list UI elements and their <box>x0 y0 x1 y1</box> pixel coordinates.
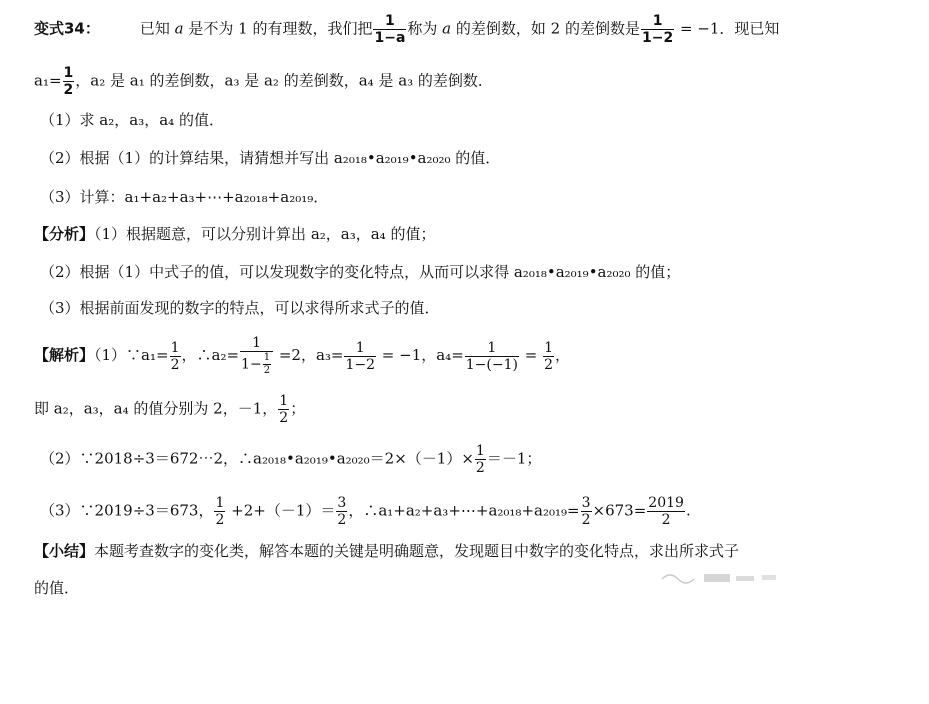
problem-line-2: a₁= $\frac{1}{2}$ ，a₂ 是 a₁ 的差倒数，a₃ 是 a₂ 的差倒数，a₄ 是 a₃ 的差倒数． <box>34 65 493 98</box>
solution-label: 【解析】 <box>34 346 95 364</box>
question-3: （3）计算：a₁+a₂+a₃+⋯+a₂₀₁₈+a₂₀₁₉． <box>40 188 329 206</box>
a3-fraction: $\frac{1}{1-2}$ <box>345 339 376 373</box>
question-2: （2）根据（1）的计算结果，请猜想并写出 a₂₀₁₈•a₂₀₁₉•a₂₀₂₀ 的值． <box>40 149 501 167</box>
analysis-line-2: （2）根据（1）中式子的值，可以发现数字的变化特点，从而可以求得 a₂₀₁₈•a₂₀₁₉•a₂₀₂₀ 的值； <box>40 263 681 281</box>
analysis-line-3: （3）根据前面发现的数字的特点，可以求得所求式子的值． <box>40 299 440 317</box>
summary-line-2: 的值． <box>34 579 80 597</box>
summary-label: 【小结】 <box>34 542 95 560</box>
analysis-label: 【分析】 <box>34 225 95 243</box>
analysis-line-1: 【分析】（1）根据题意，可以分别计算出 a₂，a₃，a₄ 的值； <box>34 225 436 243</box>
summary-line-1: 【小结】本题考查数字的变化类，解答本题的关键是明确题意，发现题目中数字的变化特点，求出所求式子 <box>34 542 740 560</box>
solution-line-2: （2）∵2018÷3＝672⋯2，∴a₂₀₁₈•a₂₀₁₉•a₂₀₂₀＝2×（－1）× $\frac{1}{2}$ ＝－1； <box>40 443 542 476</box>
solution-line-1b: 即 a₂，a₃，a₄ 的值分别为 2，－1， $\frac{1}{2}$ ； <box>34 393 306 426</box>
watermark-smudge <box>658 567 788 589</box>
half-fraction: $\frac{1}{2}$ <box>63 65 74 98</box>
problem-line-1: 变式34： 已知 a 是不为 1 的有理数，我们把 $\frac{1}{1-a}$ 称为 a 的差倒数，如 2 的差倒数是 $\frac{1}{1-2}$ = −1．现已知 <box>34 13 780 46</box>
difference-reciprocal-fraction: $\frac{1}{1-a}$ <box>374 13 406 46</box>
solution-line-3: （3）∵2019÷3＝673， $\frac{1}{2}$ +2+（－1）＝ $\frac{3}{2}$ ，∴a₁+a₂+a₃+⋯+a₂₀₁₈+a₂₀₁₉= $\frac{3}{2}$ ×673= $\frac{2019}{2}$ . <box>40 495 691 528</box>
solution-line-1: 【解析】（1）∵a₁= $\frac{1}{2}$ ，∴a₂= 1 1− $\frac{1}{2}$ =2，a₃= $\frac{1}{1-2}$ = −1，a₄= $\frac{1}{1-(-1)}$ = $\frac{1}{2}$ ， <box>34 335 571 376</box>
example-fraction: $\frac{1}{1-2}$ <box>641 13 674 46</box>
a2-fraction: 1 1− $\frac{1}{2}$ <box>240 336 273 376</box>
a4-fraction: $\frac{1}{1-(-1)}$ <box>465 339 518 373</box>
problem-label: 变式34： <box>34 19 100 38</box>
question-1: （1）求 a₂，a₃，a₄ 的值． <box>40 111 224 129</box>
